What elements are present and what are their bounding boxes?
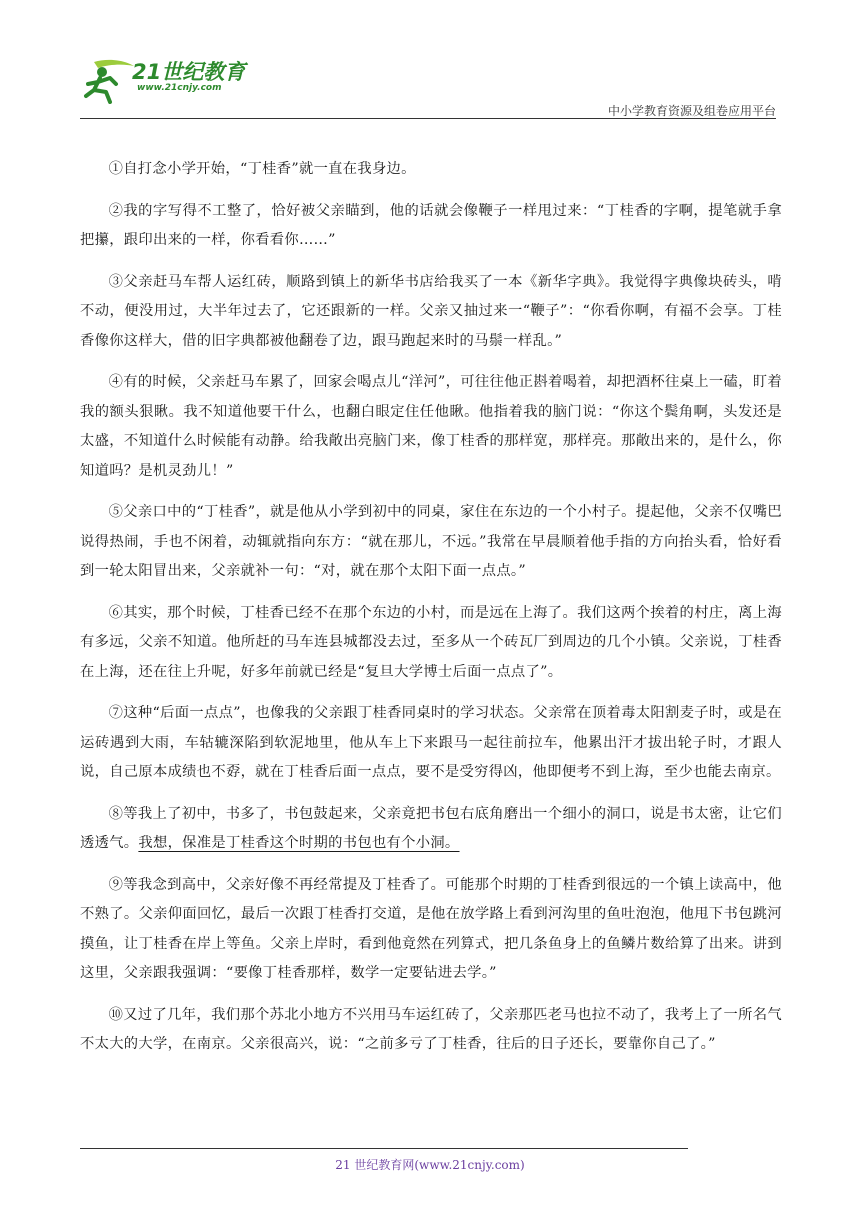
site-logo[interactable] [80, 56, 280, 106]
header-divider [80, 118, 776, 119]
paragraph-text: ①自打念小学开始，“丁桂香”就一直在我身边。 [108, 161, 416, 177]
paragraph-4 [80, 368, 782, 486]
paragraph-9 [80, 871, 782, 989]
article-body [80, 155, 782, 1072]
paragraph-5 [80, 498, 782, 587]
logo-title: 21世纪教育 [132, 60, 246, 84]
paragraph-text: ⑤父亲口中的“丁桂香”，就是他从小学到初中的同桌，家住在东边的一个小村子。提起他，父亲不仅嘴巴说得热闹，手也不闲着，动辄就指向东方：“就在那儿，不远。”我常在早晨顺着他手指的方向抬头看，恰好看到一轮太阳冒出来，父亲就补一句：“对，就在那个太阳下面一点点。” [80, 504, 782, 579]
paragraph-1 [80, 155, 782, 185]
paragraph-text: ④有的时候，父亲赶马车累了，回家会喝点儿“洋河”，可往往他正斟着喝着，却把酒杯往桌上一磕，盯着我的额头狠瞅。我不知道他要干什么，也翻白眼定住任他瞅。他指着我的脑门说：“你这个鬓角啊，头发还是太盛，不知道什么时候能有动静。给我敞出亮脑门来，像丁桂香的那样宽，那样亮。那敞出来的，是什么，你知道吗？是机灵劲儿！” [80, 374, 782, 479]
runner-icon [80, 56, 136, 104]
paragraph-text: ⑦这种“后面一点点”，也像我的父亲跟丁桂香同桌时的学习状态。父亲常在顶着毒太阳割麦子时，或是在运砖遇到大雨，车轱辘深陷到软泥地里，他从车上下来跟马一起往前拉车，他累出汗才拔出轮子时，才跟人说，自己原本成绩也不孬，就在丁桂香后面一点点，要不是受穷得凶，他即便考不到上海，至少也能去南京。 [80, 705, 782, 780]
paragraph-6 [80, 599, 782, 688]
paragraph-text: ②我的字写得不工整了，恰好被父亲瞄到，他的话就会像鞭子一样甩过来：“丁桂香的字啊，提笔就手拿把攥，跟印出来的一样，你看看你……” [80, 202, 782, 248]
underlined-sentence: 我想，保准是丁桂香这个时期的书包也有个小洞。 [138, 835, 460, 851]
footer-link[interactable]: 21 世纪教育网(www.21cnjy.com) [335, 1158, 525, 1172]
paragraph-text: ⑧等我上了初中，书多了，书包鼓起来，父亲竟把书包右底角磨出一个细小的洞口，说是书太密，让它们透透气。 [80, 805, 782, 851]
paragraph-text: ⑥其实，那个时候，丁桂香已经不在那个东边的小村，而是远在上海了。我们这两个挨着的村庄，离上海有多远，父亲不知道。他所赶的马车连县城都没去过，至多从一个砖瓦厂到周边的几个小镇。父亲说，丁桂香在上海，还在往上升呢，好多年前就已经是“复旦大学博士后面一点点了”。 [80, 604, 782, 680]
platform-name: 中小学教育资源及组卷应用平台 [607, 104, 776, 118]
paragraph-2 [80, 197, 782, 256]
paragraph-text: ⑩又过了几年，我们那个苏北小地方不兴用马车运红砖了，父亲那匹老马也拉不动了，我考上了一所名气不太大的大学，在南京。父亲很高兴，说：“之前多亏了丁桂香，往后的日子还长，要靠你自己了。” [80, 1006, 782, 1052]
paragraph-3 [80, 268, 782, 357]
footer-divider [80, 1148, 688, 1149]
paragraph-10 [80, 1001, 782, 1060]
paragraph-text: ③父亲赶马车帮人运红砖，顺路到镇上的新华书店给我买了一本《新华字典》。我觉得字典像块砖头，啃不动，便没用过，大半年过去了，它还跟新的一样。父亲又抽过来一“鞭子”：“你看你啊，有福不会享。丁桂香像你这样大，借的旧字典都被他翻卷了边，跟马跑起来时的马鬃一样乱。” [80, 273, 782, 349]
paragraph-8 [80, 800, 782, 859]
page-header [0, 0, 860, 125]
paragraph-text: ⑨等我念到高中，父亲好像不再经常提及丁桂香了。可能那个时期的丁桂香到很远的一个镇上读高中，他不熟了。父亲仰面回忆，最后一次跟丁桂香打交道，是他在放学路上看到河沟里的鱼吐泡泡，他甩下书包跳河摸鱼，让丁桂香在岸上等鱼。父亲上岸时，看到他竟然在列算式，把几条鱼身上的鱼鳞片数给算了出来。讲到这里，父亲跟我强调：“要像丁桂香那样，数学一定要钻进去学。” [80, 876, 782, 981]
page-footer [0, 1156, 860, 1173]
logo-url: www.21cnjy.com [137, 83, 222, 93]
paragraph-7 [80, 699, 782, 788]
